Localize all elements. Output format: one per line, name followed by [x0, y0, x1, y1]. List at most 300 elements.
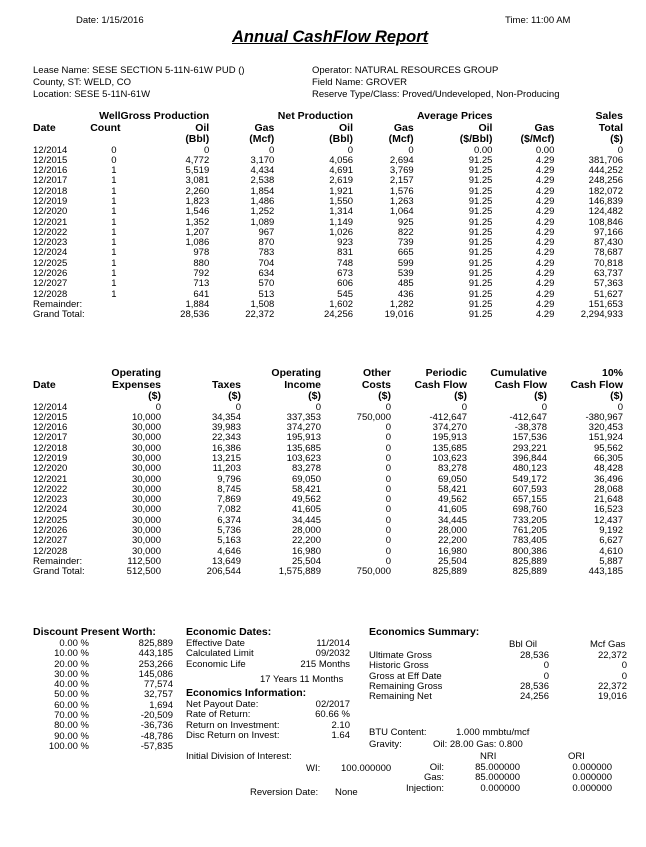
table-cell: 513 [258, 288, 275, 300]
table-cell: 49,562 [291, 494, 321, 506]
table-cell: Net Payout Date: [186, 699, 259, 710]
table-cell: 4.29 [535, 309, 555, 321]
table-cell: 673 [337, 268, 354, 280]
column-header: Net Production [277, 110, 354, 122]
table-cell: 57,363 [593, 278, 623, 290]
table-cell: 145,086 [138, 668, 173, 680]
table-cell: 12/2028 [33, 288, 68, 300]
table-cell: 12/2027 [33, 535, 68, 547]
table-cell: 0 [385, 452, 391, 464]
table-cell: 83,278 [291, 463, 321, 475]
column-header [209, 111, 274, 123]
table-cell: 337,353 [286, 411, 321, 423]
table-cell: 12/2016 [33, 422, 68, 434]
table-cell: 0 [385, 422, 391, 434]
table-cell: 2,157 [389, 175, 414, 187]
table-cell: 30,000 [131, 504, 161, 516]
table-cell: 1,550 [329, 195, 354, 207]
lease-county: County, ST: WELD, CO [33, 77, 132, 88]
table-cell: 51,627 [593, 288, 623, 300]
table-cell: 195,913 [286, 432, 321, 444]
table-cell: 2,619 [329, 175, 354, 187]
table-cell: 248,256 [588, 175, 623, 187]
table-cell: 0 [111, 144, 117, 156]
table-cell: 91.25 [468, 216, 493, 228]
discount-present-worth-table [33, 639, 173, 752]
table-cell: 83,278 [437, 463, 467, 475]
table-cell: 24,256 [519, 691, 549, 703]
table-cell: 4.29 [535, 206, 555, 218]
column-header: ($) [378, 390, 391, 402]
table-cell: 30,000 [131, 535, 161, 547]
table-cell: 12/2024 [33, 247, 68, 259]
econ-dates-title: Economic Dates: [186, 626, 272, 638]
table-cell: 1,921 [329, 185, 354, 197]
table-cell: 4.29 [535, 268, 555, 280]
table-cell: 12/2020 [33, 463, 68, 475]
column-header [353, 111, 414, 123]
table-cell: 4.29 [535, 216, 555, 228]
table-cell: 1 [111, 226, 117, 238]
table-cell: 41,605 [291, 504, 321, 516]
table-cell: 9,192 [599, 525, 623, 537]
table-cell: 22,372 [245, 309, 275, 321]
table-cell: 12/2026 [33, 525, 68, 537]
table-cell: 4,646 [217, 545, 241, 557]
table-cell: 12/2023 [33, 237, 68, 249]
table-cell: 12/2028 [33, 545, 68, 557]
table-cell: 28,000 [291, 525, 321, 537]
econ-info-title: Economics Information: [186, 687, 307, 699]
table-row [186, 660, 350, 670]
table-cell: 0 [315, 401, 321, 413]
column-header: (Mcf) [249, 133, 275, 145]
column-header: Operating [111, 367, 161, 379]
table-cell: 0 [235, 401, 241, 413]
table-cell: 923 [337, 237, 354, 249]
econ-summary-title: Economics Summary: [369, 626, 480, 638]
table-cell: 103,623 [432, 452, 467, 464]
table-cell: 549,172 [512, 473, 547, 485]
column-header: (Bbl) [329, 133, 354, 145]
table-cell: 30,000 [131, 473, 161, 485]
summary-col-oil-header: Bbl Oil [509, 639, 537, 650]
column-header: Expenses [111, 378, 161, 391]
table-cell: 12/2018 [33, 185, 68, 197]
table-cell: 12/2025 [33, 514, 68, 526]
production-table [33, 111, 623, 321]
table-cell: 396,844 [512, 452, 547, 464]
table-cell: 34,445 [291, 514, 321, 526]
table-cell: 146,839 [588, 195, 623, 207]
table-cell: 41,605 [437, 504, 467, 516]
table-cell: 978 [193, 247, 210, 259]
table-cell: 4.29 [535, 288, 555, 300]
table-row [33, 218, 623, 228]
table-cell: 91.25 [468, 309, 493, 321]
table-cell: 91.25 [468, 237, 493, 249]
table-cell: 28,536 [180, 309, 210, 321]
table-cell: 4.29 [535, 175, 555, 187]
table-cell: 40.00 % [54, 679, 89, 691]
table-cell: 1,602 [329, 298, 354, 310]
table-cell: 1,823 [185, 195, 210, 207]
table-cell: 206,544 [206, 566, 241, 578]
table-cell: 1 [111, 165, 117, 177]
table-cell: Effective Date [186, 638, 245, 649]
table-cell: 4.29 [535, 278, 555, 290]
table-cell: 91.25 [468, 268, 493, 280]
table-cell: 12/2024 [33, 504, 68, 516]
table-cell: 85.000000 [475, 762, 520, 773]
table-row [33, 156, 623, 166]
column-header: Cash Flow [570, 378, 623, 391]
column-header: (Mcf) [388, 133, 414, 145]
table-cell: -412,647 [509, 411, 547, 423]
table-cell: 12/2019 [33, 452, 68, 464]
column-header: Gas [254, 121, 275, 134]
table-cell: 12/2017 [33, 175, 68, 187]
table-row [33, 290, 623, 300]
column-header: ($/Mcf) [520, 133, 555, 145]
table-cell: 195,913 [432, 432, 467, 444]
table-cell: 253,266 [138, 658, 173, 670]
table-cell: 12/2014 [33, 144, 68, 156]
lease-reserve-type: Reserve Type/Class: Proved/Undeveloped, Non-Producing [312, 89, 560, 100]
table-row [33, 197, 623, 207]
table-cell: 100.00 % [48, 740, 89, 752]
table-cell: 22,200 [437, 535, 467, 547]
table-cell: 5,736 [217, 525, 241, 537]
column-header: ($) [454, 390, 467, 402]
table-cell: 91.25 [468, 154, 493, 166]
table-cell: 1,149 [329, 216, 354, 228]
table-cell: 50.00 % [54, 689, 89, 701]
table-cell: Oil: [429, 762, 444, 773]
table-cell: 66,305 [593, 452, 623, 464]
table-cell: 0 [385, 483, 391, 495]
table-cell: 0.00 % [59, 638, 89, 649]
table-cell: 381,706 [588, 154, 623, 166]
table-cell: 0 [541, 401, 547, 413]
table-cell: 0 [385, 525, 391, 537]
table-cell: 1 [111, 278, 117, 290]
column-header: Average Prices [416, 110, 493, 122]
table-cell: 485 [397, 278, 414, 290]
report-date: Date: 1/15/2016 [76, 15, 144, 26]
header-row [33, 368, 623, 380]
table-cell: 1,352 [185, 216, 210, 228]
table-row [33, 567, 623, 577]
table-cell: -38,378 [514, 422, 547, 434]
lease-location: Location: SESE 5-11N-61W [33, 89, 151, 100]
table-cell: 599 [397, 257, 414, 269]
table-cell: 4,056 [329, 154, 354, 166]
table-cell: 12/2022 [33, 226, 68, 238]
table-cell: 182,072 [588, 185, 623, 197]
table-cell: 1 [111, 195, 117, 207]
table-cell: 761,205 [512, 525, 547, 537]
table-cell: 1,282 [389, 298, 414, 310]
table-cell: 25,504 [437, 555, 467, 567]
table-cell: 13,649 [211, 555, 241, 567]
table-cell: 135,685 [286, 442, 321, 454]
table-cell: 4.29 [535, 165, 555, 177]
column-header: ($) [610, 133, 623, 145]
table-cell: 1,546 [185, 206, 210, 218]
table-cell: 0 [385, 432, 391, 444]
column-header: Well [99, 110, 121, 122]
table-cell: 58,421 [437, 483, 467, 495]
table-cell: 293,221 [512, 442, 547, 454]
report-time: Time: 11:00 AM [505, 15, 571, 26]
table-cell: 1 [111, 268, 117, 280]
table-cell: 10.00 % [54, 648, 89, 660]
table-cell: 80.00 % [54, 720, 89, 732]
table-cell: 545 [337, 288, 354, 300]
table-cell: 5,519 [185, 165, 210, 177]
table-cell: 4.29 [535, 195, 555, 207]
table-cell: 85.000000 [475, 772, 520, 784]
table-cell: 0 [385, 463, 391, 475]
table-cell: 2,538 [250, 175, 275, 187]
table-cell: 7,082 [217, 504, 241, 516]
table-cell: 30,000 [131, 422, 161, 434]
table-cell: 634 [258, 268, 275, 280]
table-cell: 135,685 [432, 442, 467, 454]
table-cell: 1,064 [389, 206, 414, 218]
table-cell: 25,504 [291, 555, 321, 567]
table-cell: 91.25 [468, 185, 493, 197]
table-cell: 480,123 [512, 463, 547, 475]
table-cell: 12/2022 [33, 483, 68, 495]
table-cell: 2,294,933 [580, 309, 623, 321]
table-cell: 0.000000 [572, 762, 612, 773]
table-cell: 95,562 [593, 442, 623, 454]
econ-life-years: 17 Years 11 Months [260, 674, 344, 685]
table-cell: 750,000 [356, 411, 391, 423]
table-cell: 103,623 [286, 452, 321, 464]
table-cell: 825,889 [512, 566, 547, 578]
column-header: (Bbl) [185, 133, 210, 145]
table-cell: 77,574 [143, 679, 173, 691]
table-cell: 30.00 % [54, 668, 89, 680]
table-cell: 91.25 [468, 278, 493, 290]
table-cell: 831 [337, 247, 354, 259]
btu-value: 1.000 mmbtu/mcf [456, 727, 530, 738]
column-header: Gross Production [120, 110, 210, 122]
header-row [33, 134, 623, 146]
table-row [33, 259, 623, 269]
table-cell: 48,428 [593, 463, 623, 475]
table-cell: Remainder: [33, 555, 83, 567]
table-cell: 1,314 [329, 206, 354, 218]
table-cell: 4,610 [599, 545, 623, 557]
table-cell: 12/2018 [33, 442, 68, 454]
table-cell: 713 [193, 278, 210, 290]
table-cell: 63,737 [593, 268, 623, 280]
table-cell: Rate of Return: [186, 709, 251, 721]
column-header: ($/Bbl) [459, 133, 493, 145]
table-cell: 0.000000 [480, 782, 520, 794]
gravity-label: Gravity: [369, 739, 402, 750]
table-cell: 0 [385, 401, 391, 413]
interest-table [396, 763, 612, 794]
table-cell: 12/2027 [33, 278, 68, 290]
table-cell: 39,983 [211, 422, 241, 434]
table-row [33, 207, 623, 217]
table-cell: 657,155 [512, 494, 547, 506]
table-cell: 0 [385, 504, 391, 516]
table-cell: 16,386 [211, 442, 241, 454]
table-cell: 91.25 [468, 247, 493, 259]
table-cell: 02/2017 [315, 699, 350, 710]
lease-operator: Operator: NATURAL RESOURCES GROUP [312, 65, 499, 76]
table-cell: 36,496 [593, 473, 623, 485]
table-row [33, 742, 173, 752]
column-header: Taxes [212, 378, 241, 391]
table-cell: 12/2023 [33, 494, 68, 506]
column-header: ($) [308, 390, 321, 402]
table-cell: 1,089 [250, 216, 275, 228]
table-cell: -48,786 [140, 730, 173, 742]
table-cell: 91.25 [468, 257, 493, 269]
table-cell: 9,796 [217, 473, 241, 485]
table-cell: 1 [111, 288, 117, 300]
table-cell: 58,421 [291, 483, 321, 495]
table-cell: 1 [111, 247, 117, 259]
table-cell: 1,086 [185, 237, 210, 249]
table-cell: 1,252 [250, 206, 275, 218]
nri-header: NRI [480, 751, 497, 762]
header-row [33, 111, 623, 123]
column-header: Count [90, 121, 121, 134]
table-cell: Remaining Net [369, 691, 432, 703]
dpw-title: Discount Present Worth: [33, 626, 156, 638]
wi-label: WI: [306, 763, 321, 774]
table-cell: 16,980 [437, 545, 467, 557]
table-cell: 22,343 [211, 432, 241, 444]
column-header [33, 111, 85, 123]
table-cell: 4.29 [535, 185, 555, 197]
cashflow-table [33, 368, 623, 578]
summary-col-gas-header: Mcf Gas [590, 639, 626, 650]
table-cell: 28,536 [519, 650, 549, 661]
table-cell: 12/2021 [33, 216, 68, 228]
column-header: 10% [601, 367, 623, 379]
column-header: Cash Flow [414, 378, 467, 391]
table-cell: 1 [111, 185, 117, 197]
table-cell: 1 [111, 257, 117, 269]
table-cell: 4,691 [329, 165, 354, 177]
column-header [33, 391, 87, 403]
reversion-label: Reversion Date: [250, 787, 319, 798]
table-cell: 30,000 [131, 514, 161, 526]
table-cell: 870 [258, 237, 275, 249]
table-row [396, 784, 612, 794]
table-cell: 151,924 [588, 432, 623, 444]
table-cell: 0.00 [473, 144, 493, 156]
table-cell: 49,562 [437, 494, 467, 506]
table-cell: 4.29 [535, 226, 555, 238]
table-cell: 19,016 [597, 691, 627, 703]
column-header: ($) [610, 390, 623, 402]
column-header: Gas [534, 121, 555, 134]
table-cell: 822 [397, 226, 414, 238]
table-cell: 1 [111, 206, 117, 218]
table-cell [85, 300, 121, 310]
table-cell: Ultimate Gross [369, 650, 432, 661]
econ-info-table [186, 700, 350, 741]
lease-name: Lease Name: SESE SECTION 5-11N-61W PUD () [33, 65, 245, 76]
table-cell: 880 [193, 257, 210, 269]
table-cell: 665 [397, 247, 414, 259]
table-cell: -36,736 [140, 720, 173, 732]
table-cell: 11,203 [212, 463, 241, 475]
table-cell: Return on Investment: [186, 719, 280, 731]
table-cell: 1,884 [185, 298, 210, 310]
table-cell: 108,846 [588, 216, 623, 228]
table-cell: 320,453 [588, 422, 623, 434]
table-cell: 16,980 [291, 545, 321, 557]
econ-dates-table [186, 639, 350, 670]
table-cell: 0 [203, 144, 210, 156]
table-cell: 10,000 [131, 411, 161, 423]
table-cell: 70.00 % [54, 710, 89, 722]
column-header [85, 134, 121, 146]
column-header: Total [598, 121, 623, 134]
column-header: Sales [595, 110, 623, 122]
table-cell: 1 [111, 216, 117, 228]
table-cell: 8,745 [217, 483, 241, 495]
table-cell: 3,081 [185, 175, 210, 187]
table-cell: 1 [111, 175, 117, 187]
table-cell: 2,260 [185, 185, 210, 197]
table-cell: 825,889 [138, 638, 173, 649]
table-row [33, 248, 623, 258]
table-row [33, 228, 623, 238]
column-header: Cash Flow [494, 378, 547, 391]
table-cell: 215 Months [300, 658, 350, 670]
table-cell: -20,509 [140, 710, 173, 722]
table-cell: 90.00 % [54, 730, 89, 742]
table-cell: 1,694 [149, 699, 173, 711]
table-cell: 641 [193, 288, 210, 300]
table-cell: 1,575,889 [278, 566, 321, 578]
table-cell: 7,869 [217, 494, 241, 506]
lease-field: Field Name: GROVER [312, 77, 408, 88]
table-cell: 3,170 [250, 154, 275, 166]
column-header: Costs [361, 378, 391, 391]
column-header: Oil [195, 121, 210, 134]
table-cell: 91.25 [468, 165, 493, 177]
table-cell: 30,000 [131, 452, 161, 464]
table-cell: 91.25 [468, 175, 493, 187]
table-cell: 374,270 [432, 422, 467, 434]
table-cell: 60.00 % [54, 699, 89, 711]
table-cell: 1,486 [250, 195, 275, 207]
table-cell: Grand Total: [33, 566, 85, 578]
table-cell: 28,068 [593, 483, 623, 495]
btu-label: BTU Content: [369, 727, 427, 738]
table-cell: 12/2015 [33, 154, 68, 166]
table-cell: 444,252 [588, 165, 623, 177]
table-cell: 22,372 [597, 680, 627, 692]
table-cell: 1.64 [331, 729, 350, 741]
table-cell: 0 [385, 555, 391, 567]
column-header: Oil [478, 121, 493, 134]
table-cell: 0 [617, 144, 623, 156]
